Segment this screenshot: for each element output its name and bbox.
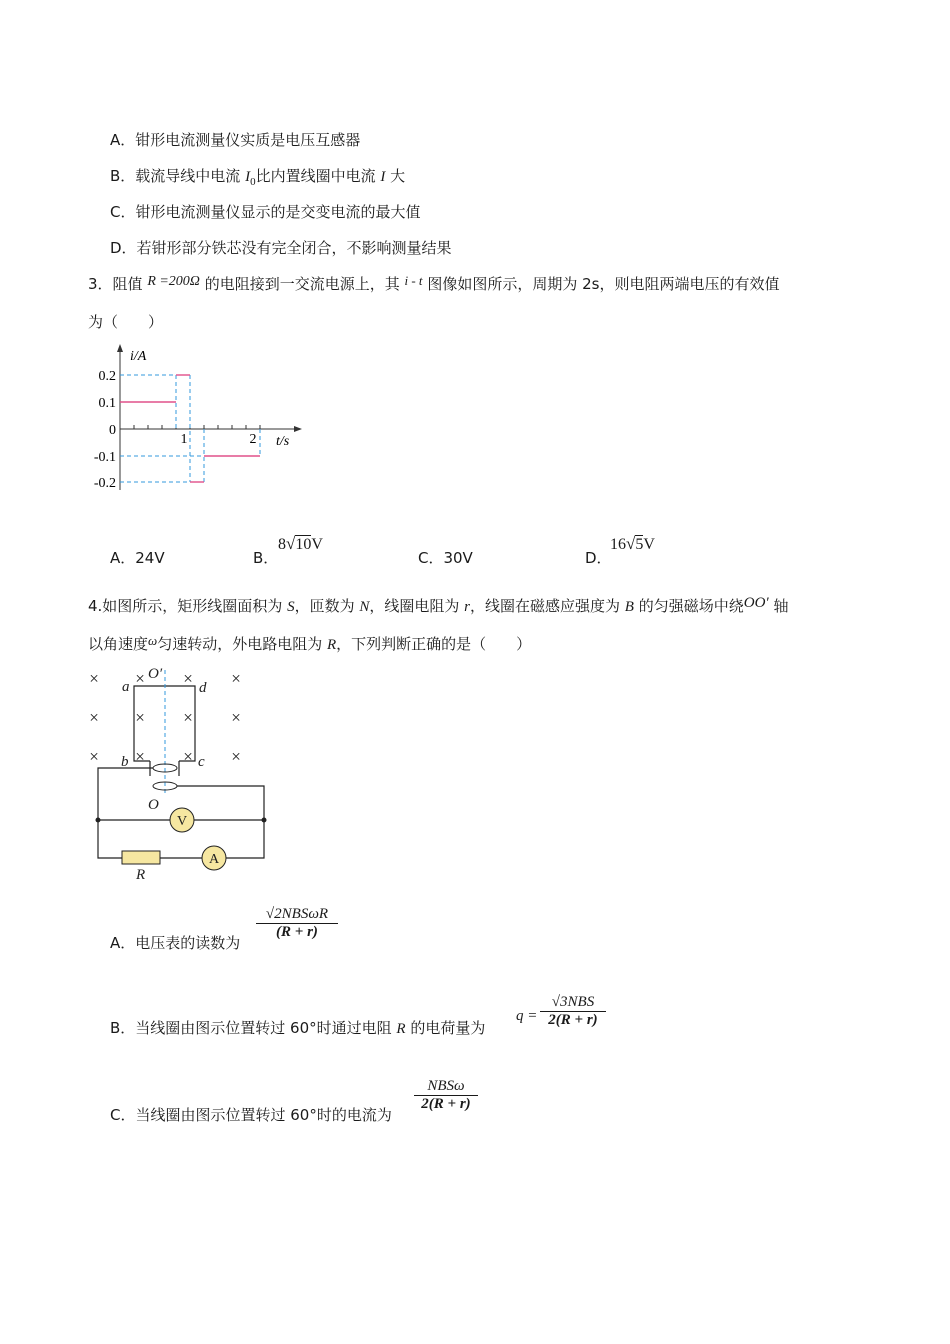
svg-text:V: V xyxy=(176,814,188,829)
svg-text:×: × xyxy=(89,669,99,688)
q4-option-c-text: C．当线圈由图示位置转过 60°时的电流为 xyxy=(110,1106,392,1124)
symbol-i0-sub: 0 xyxy=(250,176,256,188)
svg-text:×: × xyxy=(89,708,99,727)
q3-stem-line1 xyxy=(88,274,779,296)
graph-x-label: t/s xyxy=(276,434,290,449)
q4-circuit-diagram xyxy=(84,664,284,884)
q3-r-expr: R =200Ω xyxy=(147,274,200,289)
q4-option-b-text: B．当线圈由图示位置转过 60°时通过电阻 R 的电荷量为 xyxy=(110,1019,486,1037)
svg-text:×: × xyxy=(135,708,145,727)
q2-option-b-prefix: B．载流导线中电流 xyxy=(110,167,246,185)
q3-mid: 的电阻接到一交流电源上，其 xyxy=(199,275,405,293)
q3-option-b-value: 8√10V xyxy=(278,534,323,553)
graph-y-label: i/A xyxy=(130,349,147,364)
svg-text:O: O xyxy=(148,797,159,813)
q3-option-d: D． xyxy=(585,549,612,567)
q2-option-c: C．钳形电流测量仪显示的是交变电流的最大值 xyxy=(110,203,421,221)
x-tick-2: 2 xyxy=(249,432,257,447)
q2-option-b-suffix: 大 xyxy=(385,167,406,185)
y-tick-1: 0.1 xyxy=(98,396,116,411)
svg-text:×: × xyxy=(231,669,241,688)
x-tick-1: 1 xyxy=(180,432,188,447)
q3-stem-line2: 为（ ） xyxy=(88,313,164,331)
q2-option-d: D．若钳形部分铁芯没有完全闭合，不影响测量结果 xyxy=(110,239,452,257)
q4-stem-line2: 以角速度ω匀速转动，外电路电阻为 R，下列判断正确的是（ ） xyxy=(88,633,532,653)
q2-option-b xyxy=(110,166,405,192)
svg-text:×: × xyxy=(89,747,99,766)
svg-text:c: c xyxy=(198,754,205,770)
svg-text:R: R xyxy=(136,867,146,883)
svg-text:×: × xyxy=(135,747,145,766)
symbol-i0: I xyxy=(245,169,251,185)
svg-text:×: × xyxy=(183,747,193,766)
q3-it-expr: i - t xyxy=(404,273,423,288)
y-tick-2: 0 xyxy=(109,423,116,438)
q4-option-b-fraction: √3NBS 2(R + r) xyxy=(540,994,606,1029)
symbol-i: I xyxy=(380,169,386,185)
svg-text:A: A xyxy=(208,852,220,867)
q3-option-b: B． xyxy=(253,549,279,567)
q4-option-a-text: A．电压表的读数为 xyxy=(110,934,241,952)
q4-stem-line1: 4.如图所示，矩形线圈面积为 S，匝数为 N，线圈电阻为 r，线圈在磁感应强度为 B 的匀强磁场中绕OO′ 轴 xyxy=(88,595,789,615)
y-tick-4: -0.2 xyxy=(93,476,116,491)
svg-text:×: × xyxy=(183,708,193,727)
q3-option-d-value: 16√5V xyxy=(610,534,655,553)
q3-prefix: 3．阻值 xyxy=(88,275,148,293)
svg-text:a: a xyxy=(122,679,130,695)
q2-option-b-mid: 比内置线圈中电流 xyxy=(255,167,381,185)
svg-text:d: d xyxy=(199,680,207,696)
y-tick-0: 0.2 xyxy=(98,369,116,384)
resistor xyxy=(122,851,160,864)
svg-text:×: × xyxy=(231,747,241,766)
q3-it-graph xyxy=(88,340,328,500)
q4-option-c-fraction: NBSω 2(R + r) xyxy=(414,1078,478,1113)
svg-text:×: × xyxy=(183,669,193,688)
svg-text:b: b xyxy=(121,754,129,770)
svg-text:×: × xyxy=(135,669,145,688)
y-tick-3: -0.1 xyxy=(93,450,116,465)
q4-option-b-q: q = xyxy=(516,1008,538,1024)
q4-option-a-fraction: √2NBSωR (R + r) xyxy=(256,906,338,941)
q3-suffix: 图像如图所示，周期为 2s，则电阻两端电压的有效值 xyxy=(422,275,780,293)
svg-text:O′: O′ xyxy=(148,666,163,682)
q2-option-a: A．钳形电流测量仪实质是电压互感器 xyxy=(110,131,361,149)
q3-option-a: A．24V xyxy=(110,549,165,567)
svg-text:×: × xyxy=(231,708,241,727)
q3-option-c: C．30V xyxy=(418,549,473,567)
